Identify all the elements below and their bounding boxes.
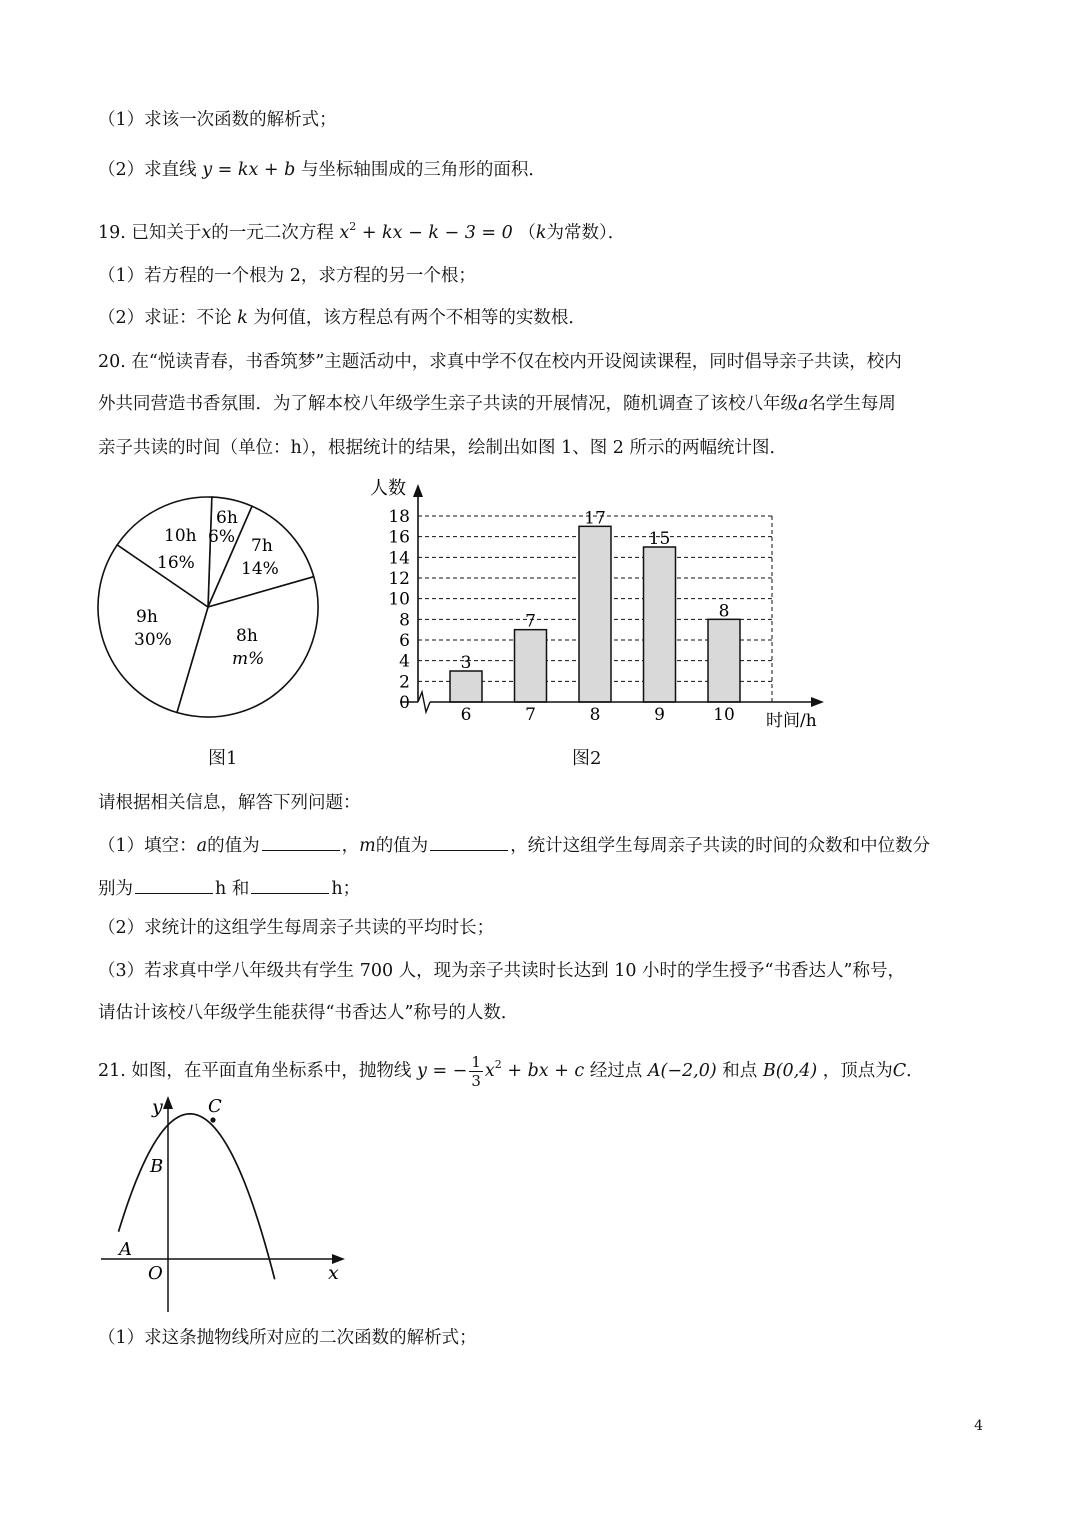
bar-value-label: 3 (460, 653, 472, 673)
y-tick-label: 0 (399, 693, 410, 713)
q18-line-equation: y = kx + b (202, 160, 296, 180)
q19-post: 为常数）． (546, 223, 626, 243)
parabola-graph (95, 1092, 355, 1314)
bar-chart (362, 470, 832, 740)
graph-label-x: x (328, 1262, 339, 1284)
parabola-curve (119, 1114, 275, 1280)
q21-frac-den: 3 (471, 1072, 481, 1090)
graph-y-arrow-icon (163, 1096, 173, 1109)
q21-eq-rest: + bx + c (507, 1061, 585, 1081)
answer-blank-median[interactable] (251, 875, 329, 894)
q19-mid: 的一元二次方程 (211, 223, 334, 243)
q20-part2: （2）求统计的这组学生每周亲子共读的平均时长； (98, 918, 495, 938)
q20-line2 (98, 392, 896, 416)
q20-part3-line1: （3）若求真中学八年级共有学生 700 人，现为亲子共读时长达到 10 小时的学生授予“书香达人”称号， (98, 961, 905, 981)
x-tick-label: 10 (713, 705, 735, 725)
q18-part2 (98, 158, 546, 182)
vertex-point (210, 1117, 215, 1122)
x-tick-label: 8 (589, 705, 601, 725)
q21-point-c: C (892, 1061, 907, 1081)
axis-break-icon (418, 692, 430, 712)
q19-var-x: x (201, 223, 212, 243)
fig1-caption: 图1 (208, 748, 238, 769)
q21-mid: 经过点 (589, 1061, 643, 1081)
q19-number: 19. (98, 223, 126, 243)
bar-value-label: 8 (718, 601, 730, 622)
y-axis-arrow-icon (413, 484, 423, 497)
q19-pre: 已知关于 (131, 223, 202, 243)
q18-part2-post: 与坐标轴围成的三角形的面积． (300, 160, 546, 180)
q20-p1-var-m: m (359, 836, 376, 856)
pie-value-9h: 30% (134, 630, 172, 650)
q20-p1-f: 别为 (98, 879, 133, 899)
q21-part1: （1）求这条抛物线所对应的二次函数的解析式； (98, 1328, 477, 1348)
bar-8 (579, 526, 611, 702)
q19-part2-pre: （2）求证：不论 (98, 308, 232, 328)
bar-value-label: 17 (584, 508, 606, 529)
q20-var-a: a (798, 394, 809, 414)
y-tick-label: 2 (399, 672, 410, 693)
q19-eq-x: x (339, 223, 350, 243)
q19-part1: （1）若方程的一个根为 2，求方程的另一个根； (98, 266, 476, 286)
q19-eq-rest: + kx − k − 3 = 0 (361, 223, 513, 243)
bar-value-label: 7 (525, 611, 536, 632)
q19-part2-k: k (237, 308, 248, 328)
x-tick-label: 6 (460, 705, 472, 725)
x-axis-arrow-icon (811, 697, 824, 707)
bar-6 (450, 671, 482, 702)
bar-value-label: 15 (648, 529, 671, 549)
q19-eq-sup: 2 (349, 220, 357, 233)
y-tick-label: 18 (388, 507, 410, 527)
q21-point-b: B(0,4) (762, 1061, 818, 1081)
q20-p1-c: ， (341, 836, 360, 856)
x-tick-label: 9 (654, 705, 665, 725)
q20-p1-var-a: a (196, 836, 208, 856)
q19-part2-post: 为何值，该方程总有两个不相等的实数根． (253, 308, 586, 328)
pie-value-6h: 6% (208, 527, 235, 547)
q20-p1-d: 的值为 (375, 836, 429, 856)
q20-part3-line2: 请估计该校八年级学生能获得“书香达人”称号的人数． (98, 1003, 519, 1023)
page-number: 4 (974, 1418, 983, 1434)
x-tick-label: 7 (525, 705, 536, 725)
q21-end: ． (906, 1061, 924, 1081)
q19-stem (98, 215, 625, 245)
q21-pre: 如图，在平面直角坐标系中，抛物线 (131, 1061, 412, 1081)
answer-blank-a[interactable] (262, 832, 340, 851)
q21-eq-x: x (484, 1061, 495, 1081)
pie-label-6h: 6h (216, 508, 238, 528)
q20-part1-line2 (98, 875, 360, 901)
q20-part1-line1 (98, 832, 930, 858)
graph-label-origin: O (148, 1263, 163, 1284)
q21-stem (98, 1045, 924, 1091)
q21-point-a: A(−2,0) (647, 1061, 717, 1081)
pie-chart (90, 490, 330, 730)
y-tick-label: 4 (399, 651, 410, 672)
q20-line2-pre: 外共同营造书香氛围．为了解本校八年级学生亲子共读的开展情况，随机调查了该校八年级 (98, 394, 798, 414)
pie-value-8h: m% (232, 649, 265, 669)
q20-line1: 20. 在“悦读青春，书香筑梦”主题活动中，求真中学不仅在校内开设阅读课程，同时倡导亲子共读，校内 (98, 352, 902, 372)
pie-label-10h: 10h (164, 526, 197, 546)
q21-frac-num: 1 (471, 1053, 481, 1071)
graph-label-b: B (150, 1156, 164, 1177)
q21-eq-y: y = − (417, 1061, 468, 1081)
fig2-caption: 图2 (572, 748, 602, 769)
graph-label-c: C (208, 1096, 222, 1117)
q20-p1-e: ，统计这组学生每周亲子共读的时间的众数和中位数分 (510, 836, 931, 856)
graph-label-a: A (119, 1239, 132, 1260)
pie-label-9h: 9h (136, 607, 158, 627)
answer-blank-mode[interactable] (135, 875, 213, 894)
bar-7 (515, 630, 547, 702)
bar-xlabel: 时间/h (766, 711, 817, 731)
q20-p1-g: h 和 (215, 879, 250, 899)
pie-value-10h: 16% (157, 553, 195, 573)
y-tick-label: 8 (399, 610, 410, 631)
q19-part2 (98, 306, 586, 330)
answer-blank-m[interactable] (430, 832, 508, 851)
q21-fraction (469, 1053, 483, 1090)
q20-intro: 请根据相关信息，解答下列问题： (98, 793, 361, 813)
pie-label-7h: 7h (251, 536, 273, 556)
q18-part2-pre: （2）求直线 (98, 160, 197, 180)
q20-p1-a: （1）填空： (98, 836, 197, 856)
q21-number: 21. (98, 1061, 126, 1081)
bar-10 (708, 619, 740, 702)
q19-k: k (535, 223, 547, 243)
graph-label-y: y (152, 1096, 163, 1118)
y-tick-label: 14 (388, 548, 410, 569)
q21-post: ，顶点为 (822, 1061, 893, 1081)
y-tick-label: 12 (388, 569, 410, 589)
q21-and: 和点 (722, 1061, 758, 1081)
y-tick-label: 16 (388, 527, 410, 548)
q21-eq-sup: 2 (494, 1058, 502, 1071)
q20-line3: 亲子共读的时间（单位：h），根据统计的结果，绘制出如图 1、图 2 所示的两幅统计图． (98, 438, 787, 458)
bar-9 (644, 547, 676, 702)
q20-p1-h: h； (331, 879, 361, 899)
pie-value-7h: 14% (241, 559, 279, 579)
q18-part1: （1）求该一次函数的解析式； (98, 110, 337, 130)
y-tick-label: 6 (399, 631, 410, 651)
q20-p1-b: 的值为 (207, 836, 260, 856)
y-tick-label: 10 (388, 589, 410, 610)
bar-ylabel: 人数 (370, 478, 406, 499)
pie-label-8h: 8h (236, 626, 258, 646)
q20-line2-post: 名学生每周 (808, 394, 896, 414)
q19-paren: （ (518, 223, 536, 243)
